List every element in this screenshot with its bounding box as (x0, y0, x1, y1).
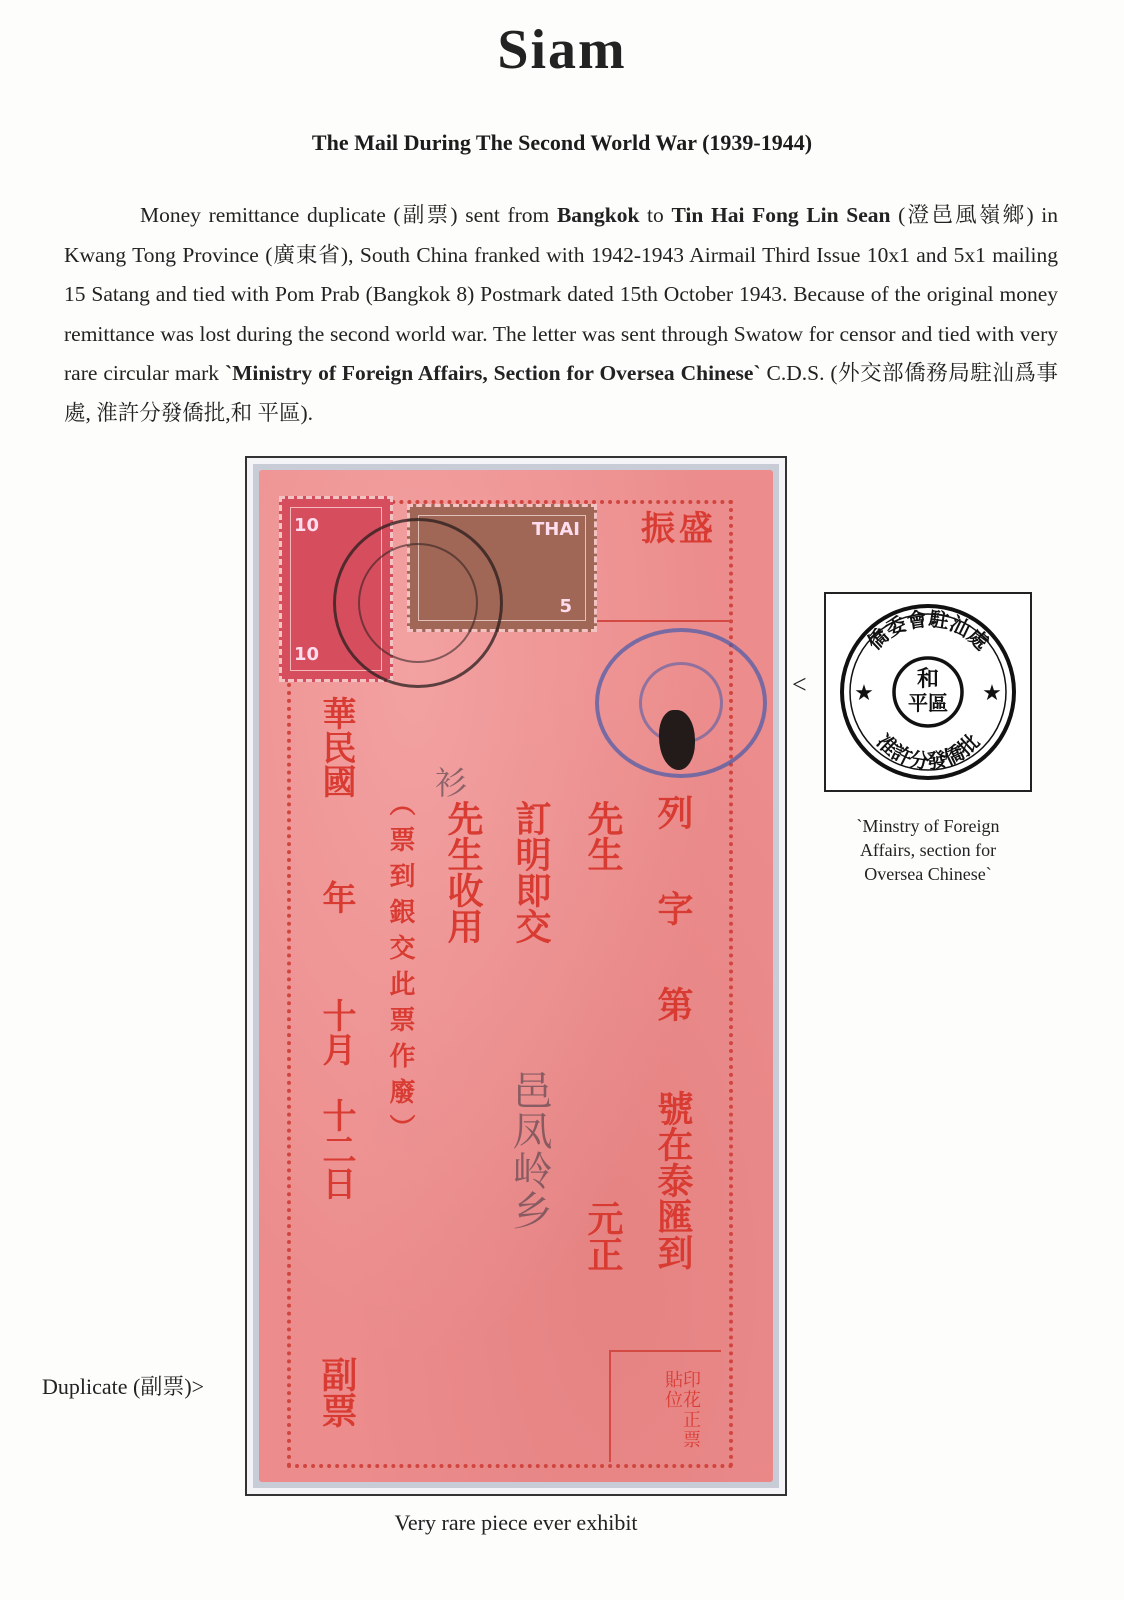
envelope-month-text: 十月 (316, 998, 356, 1066)
censor-chop-image (826, 594, 1030, 790)
svg-text:和: 和 (916, 666, 940, 692)
bangkok-postmark (333, 518, 503, 688)
envelope-column-b: 訂明即交 (510, 800, 552, 944)
remittance-envelope (259, 470, 773, 1482)
svg-text:平區: 平區 (908, 691, 948, 715)
chop-pointer: < (792, 670, 807, 699)
ink-blot (659, 710, 695, 770)
envelope-note-text: （票到銀交此票作廢） (385, 790, 415, 1150)
description-segment: Money remittance duplicate (副票) sent from (140, 203, 557, 227)
envelope-left-text: 華民國 (316, 696, 356, 798)
censor-chop-enlargement (824, 592, 1032, 792)
description-segment: (澄邑風嶺鄉) in Kwang Tong Province (廣東省), South China franked with 1942-1943 Airmail Third Issue 10x1 and 5x1 mailing 15 Satang and tied with Pom Prab (Bangkok 8) Postmark dated 15th October 1943. Because of the original money remittance was lost during the second world war. The letter was sent through Swatow for censor and tied with very rare circular mark (64, 203, 1058, 385)
stamp-value: 10 (294, 644, 320, 665)
stamp-country: THAI (532, 519, 580, 540)
svg-text:准許分發僑批: 准許分發僑批 (871, 729, 985, 774)
svg-text:僑委會駐汕處: 僑委會駐汕處 (862, 606, 994, 655)
stamp-value: 10 (294, 515, 320, 536)
page-subtitle: The Mail During The Second World War (1939-1944) (311, 130, 813, 155)
duplicate-label: Duplicate (副票)> (42, 1374, 205, 1399)
stamp-value: 5 (559, 596, 572, 617)
description-bold: `Ministry of Foreign Affairs, Section for Oversea Chinese` (224, 361, 761, 385)
envelope-column-e: 號在泰匯到 (652, 1090, 694, 1270)
envelope-column-f: 元正 (582, 1200, 624, 1272)
description-segment: C.D.S. (外交部僑務局駐汕爲事處, 淮許分發僑批,和 平區). (64, 361, 1058, 425)
envelope-column-a: 先生收用 (442, 800, 484, 944)
svg-text:★: ★ (854, 681, 874, 706)
envelope-header-text: 振盛 (641, 509, 717, 549)
svg-text:★: ★ (982, 681, 1002, 706)
envelope-day-text: 十二日 (316, 1098, 356, 1200)
footer-caption: Very rare piece ever exhibit (394, 1510, 638, 1535)
handwritten-name: 衫 (430, 766, 468, 798)
handwritten-address: 邑凤岭乡 (506, 1070, 552, 1230)
description-text (64, 196, 1058, 433)
description-bold: Tin Hai Fong Lin Sean (671, 203, 891, 227)
chop-caption: `Minstry of Foreign Affairs, section for Oversea Chinese` (856, 816, 1000, 884)
revenue-stamp-box (609, 1350, 721, 1462)
page-title: Siam (497, 19, 627, 81)
stamp-box-text: 印花正票貼位 (662, 1370, 701, 1450)
envelope-column-d: 列字第 (652, 794, 694, 1082)
cover-frame (245, 456, 787, 1496)
envelope-year-text: 年 (316, 880, 356, 914)
description-bold: Bangkok (556, 203, 640, 227)
envelope-duplicate-text: 副票 (316, 1356, 358, 1428)
description-segment: to (639, 203, 672, 227)
envelope-column-c: 先生 (582, 800, 624, 872)
